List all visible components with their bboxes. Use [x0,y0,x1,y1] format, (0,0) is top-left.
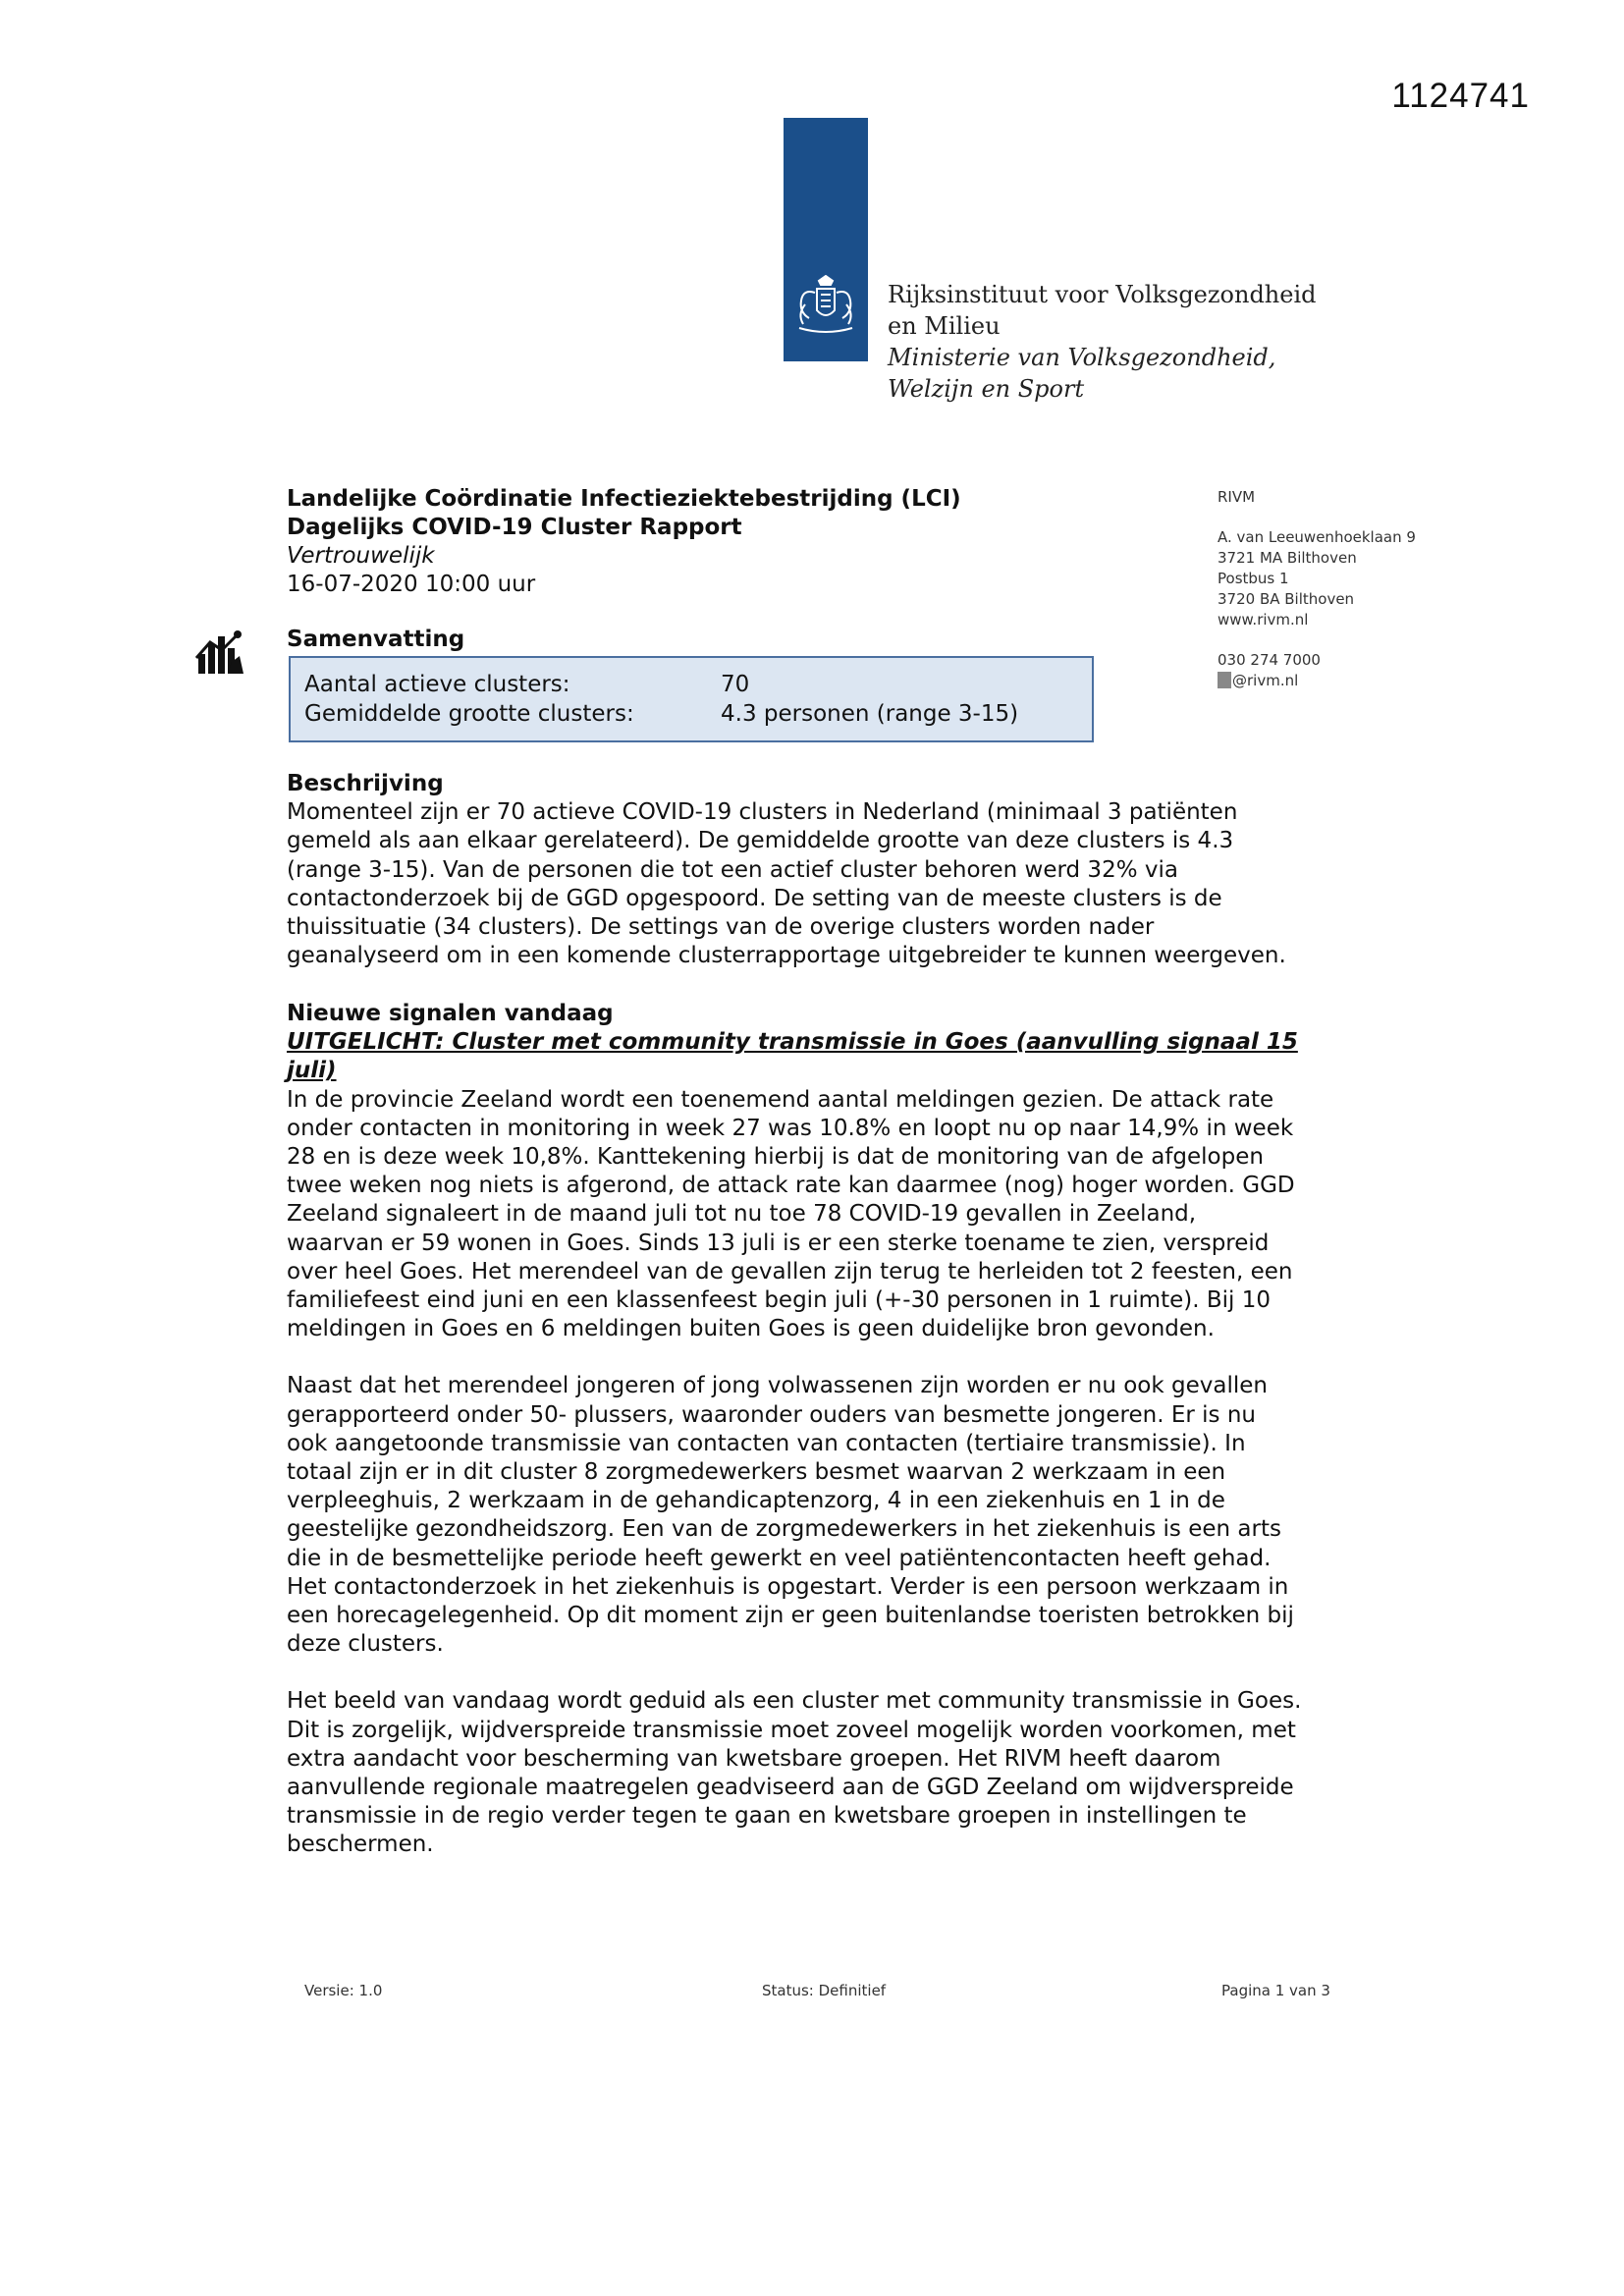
org-line-2: en Milieu [888,312,1001,340]
paragraph-line: beschermen. [287,1831,434,1858]
summary-value: 70 [721,672,750,697]
paragraph-line: familiefeest eind juni en een klassenfeest begin juli (+-30 personen in 1 ruimte). Bij 10 [287,1287,1271,1314]
paragraph-line: onder contacten in monitoring in week 27 was 10.8% en loopt nu op naar 14,9% in week [287,1115,1294,1141]
report-datetime: 16-07-2020 10:00 uur [287,572,536,597]
bar-chart-people-icon [194,629,245,676]
sidebar-postcode: 3720 BA Bilthoven [1218,590,1355,608]
paragraph-line: In de provincie Zeeland wordt een toenemend aantal meldingen gezien. De attack rate [287,1086,1274,1113]
paragraph-line: aanvullende regionale maatregelen geadviseerd aan de GGD Zeeland om wijdverspreide [287,1775,1294,1801]
address-sidebar [1218,487,1416,691]
sidebar-address-1: A. van Leeuwenhoeklaan 9 [1218,528,1416,546]
footer-version: Versie: 1.0 [304,1982,383,1999]
description-line: (range 3-15). Van de personen die tot een actief cluster behoren werd 32% via [287,856,1178,883]
signals-paragraph-3 [287,1687,1367,1859]
paragraph-line: waarvan er 59 wonen in Goes. Sinds 13 juli is er een sterke toename te zien, verspreid [287,1230,1270,1256]
paragraph-line: deze clusters. [287,1631,444,1658]
paragraph-line: een horecagelegenheid. Op dit moment zijn er geen buitenlandse toeristen betrokken bij [287,1603,1294,1629]
paragraph-line: Dit is zorgelijk, wijdverspreide transmissie moet zoveel mogelijk worden voorkomen, met [287,1717,1296,1743]
ministry-line-1: Ministerie van Volksgezondheid, [888,344,1276,371]
summary-label: Gemiddelde grootte clusters: [304,701,634,727]
description-section [287,770,1367,970]
ministry-line-2: Welzijn en Sport [888,375,1085,403]
header-line-2: Dagelijks COVID-19 Cluster Rapport [287,515,742,540]
paragraph-line: gerapporteerd onder 50- plussers, waaronder ouders van besmette jongeren. Er is nu [287,1401,1256,1428]
footer-page-number: Pagina 1 van 3 [1221,1982,1330,1999]
description-line: contactonderzoek bij de GGD opgespoord. De setting van de meeste clusters is de [287,885,1222,911]
summary-value: 4.3 personen (range 3-15) [721,701,1019,727]
sidebar-phone: 030 274 7000 [1218,651,1321,669]
signals-title: Nieuwe signalen vandaag [287,1001,614,1026]
sidebar-website[interactable]: www.rivm.nl [1218,611,1309,629]
paragraph-line: ook aangetoonde transmissie van contacten van contacten (tertiaire transmissie). In [287,1430,1246,1456]
paragraph-line: over heel Goes. Het merendeel van de gevallen zijn terug te herleiden tot 2 feesten, een [287,1258,1293,1285]
paragraph-line: verpleeghuis, 2 werkzaam in de gehandicaptenzorg, 4 in een ziekenhuis en 1 in de [287,1488,1225,1514]
paragraph-line: totaal zijn er in dit cluster 8 zorgmedewerkers besmet waarvan 2 werkzaam in een [287,1459,1226,1486]
paragraph-line: geestelijke gezondheidszorg. Een van de zorgmedewerkers in het ziekenhuis is een arts [287,1516,1281,1543]
description-title: Beschrijving [287,771,444,796]
org-line-1: Rijksinstituut voor Volksgezondheid [888,281,1317,308]
description-line: geanalyseerd om in een komende clusterrapportage uitgebreider te kunnen weergeven. [287,943,1286,969]
signals-paragraph-2 [287,1372,1367,1659]
royal-coat-of-arms-icon [791,275,860,336]
sidebar-address-2: 3721 MA Bilthoven [1218,549,1357,567]
confidential-label: Vertrouwelijk [287,543,435,569]
signals-section [287,1000,1367,1860]
summary-box [289,656,1094,742]
paragraph-line: 28 en is deze week 10,8%. Kanttekening hierbij is dat de monitoring van de afgelopen [287,1144,1264,1171]
paragraph-line: extra aandacht voor bescherming van kwetsbare groepen. Het RIVM heeft daarom [287,1745,1221,1772]
sidebar-postbus: Postbus 1 [1218,570,1289,587]
paragraph-line: Naast dat het merendeel jongeren of jong volwassenen zijn worden er nu ook gevallen [287,1373,1268,1399]
redaction-block [1218,672,1231,688]
sidebar-email[interactable]: @rivm.nl [1218,671,1416,691]
paragraph-line: transmissie in de regio verder tegen te gaan en kwetsbare groepen in instellingen te [287,1803,1247,1830]
signals-paragraph-1 [287,1086,1367,1344]
paragraph-line: meldingen in Goes en 6 meldingen buiten Goes is geen duidelijke bron gevonden. [287,1316,1215,1342]
paragraph-line: Het contactonderzoek in het ziekenhuis is opgestart. Verder is een persoon werkzaam in [287,1573,1289,1600]
footer-status: Status: Definitief [762,1982,887,1999]
paragraph-line: Het beeld van vandaag wordt geduid als een cluster met community transmissie in Goes. [287,1688,1302,1715]
header-line-1: Landelijke Coördinatie Infectieziektebestrijding (LCI) [287,486,961,512]
summary-label: Aantal actieve clusters: [304,672,570,697]
description-line: gemeld als aan elkaar gerelateerd). De gemiddelde grootte van deze clusters is 4.3 [287,828,1234,854]
report-header [287,485,961,599]
highlight-title-line-1: UITGELICHT: Cluster met community transmissie in Goes (aanvulling signaal 15 [287,1029,1298,1056]
description-line: Momenteel zijn er 70 actieve COVID-19 clusters in Nederland (minimaal 3 patiënten [287,799,1238,826]
highlight-title-line-2: juli) [287,1058,337,1084]
rijksoverheid-logo-bar [784,118,868,361]
summary-title: Samenvatting [287,627,465,652]
paragraph-line: Zeeland signaleert in de maand juli tot nu toe 78 COVID-19 gevallen in Zeeland, [287,1201,1197,1228]
sidebar-org: RIVM [1218,488,1256,506]
paragraph-line: die in de besmettelijke periode heeft gewerkt en veel patiëntencontacten heeft gehad. [287,1545,1272,1571]
document-number: 1124741 [1391,77,1530,115]
paragraph-line: twee weken nog niets is afgerond, de attack rate kan daarmee (nog) hoger worden. GGD [287,1173,1295,1199]
description-line: thuissituatie (34 clusters). De settings van de overige clusters worden nader [287,914,1155,941]
organisation-name [888,279,1317,405]
